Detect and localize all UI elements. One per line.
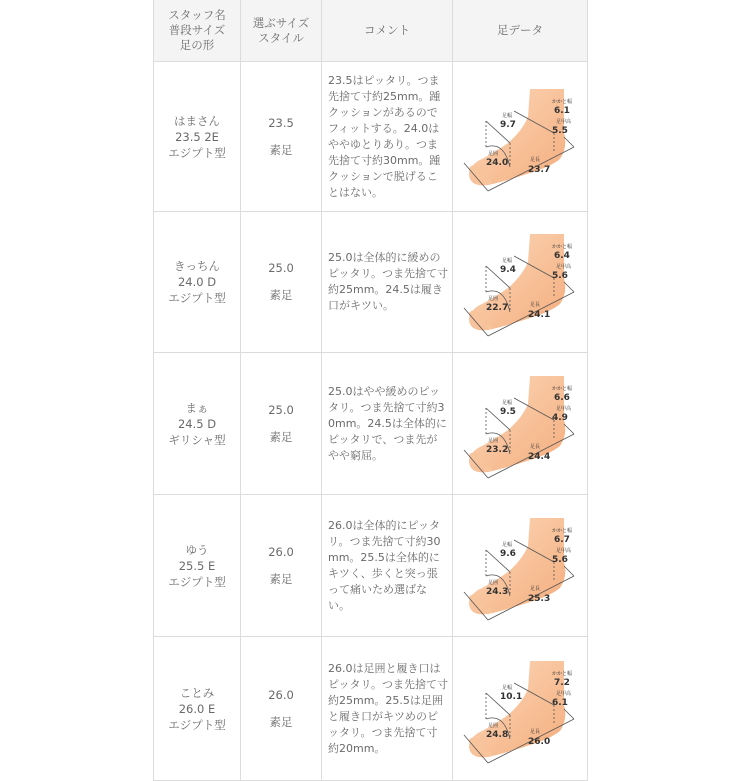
style: 素足 [269, 714, 293, 729]
svg-text:足囲: 足囲 [488, 150, 499, 157]
header-staff [154, 0, 241, 62]
svg-text:足長: 足長 [530, 443, 541, 450]
comment-cell [322, 62, 453, 212]
header-comment [322, 0, 453, 62]
svg-text:足囲: 足囲 [488, 296, 499, 302]
svg-text:24.0: 24.0 [486, 157, 509, 168]
table-row [154, 637, 588, 781]
header-row [154, 0, 588, 62]
svg-text:5.6: 5.6 [552, 271, 568, 281]
foot-diagram-icon [460, 81, 580, 193]
usual-size: 24.5 D [177, 416, 217, 431]
header-line: スタッフ名 [168, 8, 226, 22]
staff-cell [154, 62, 241, 212]
svg-text:足甲高: 足甲高 [556, 405, 572, 412]
svg-text:24.4: 24.4 [528, 451, 551, 462]
style: 素足 [269, 142, 293, 157]
svg-text:足幅: 足幅 [502, 399, 513, 406]
foot-diagram-icon [460, 653, 580, 765]
usual-size: 23.5 2E [175, 129, 219, 144]
comment-cell [322, 495, 453, 637]
header-foot-data [453, 0, 588, 62]
svg-text:6.6: 6.6 [554, 392, 570, 403]
svg-text:24.8: 24.8 [486, 729, 509, 740]
chosen-size: 23.5 [268, 115, 294, 130]
svg-text:かかと幅: かかと幅 [552, 670, 573, 677]
comment-text: 25.0はやや緩めのピッタリ。つま先捨て寸約30mm。24.5は全体的にピッタリで、つま先がやや窮屈。 [328, 384, 447, 462]
svg-text:23.7: 23.7 [528, 164, 551, 175]
staff-name: ことみ [179, 685, 215, 700]
foot-shape: エジプト型 [168, 145, 226, 160]
foot-shape: エジプト型 [168, 717, 226, 732]
size-style-cell [241, 495, 322, 637]
svg-text:24.1: 24.1 [528, 310, 551, 320]
comment-text: 26.0は全体的にピッタリ。つま先捨て寸約30mm。25.5は全体的にキツく、歩くと突っ張って痛いため選ばない。 [328, 518, 441, 612]
svg-text:24.3: 24.3 [486, 586, 509, 597]
header-line: 普段サイズ [168, 23, 226, 37]
foot-shape: エジプト型 [168, 291, 226, 305]
foot-diagram-icon [460, 368, 580, 480]
table-row [154, 212, 588, 353]
svg-text:足甲高: 足甲高 [556, 690, 572, 697]
svg-text:9.6: 9.6 [500, 548, 516, 559]
svg-text:7.2: 7.2 [554, 677, 570, 688]
svg-text:6.7: 6.7 [554, 534, 570, 545]
svg-text:足甲高: 足甲高 [556, 264, 572, 270]
comment-cell [322, 353, 453, 495]
header-line: コメント [364, 23, 410, 37]
svg-text:9.7: 9.7 [500, 119, 516, 130]
staff-name: きっちん [174, 259, 220, 273]
size-style-cell [241, 62, 322, 212]
svg-text:足長: 足長 [530, 728, 541, 735]
staff-name: まぁ [185, 400, 209, 415]
header-line: スタイル [258, 30, 304, 45]
svg-text:足囲: 足囲 [488, 437, 499, 444]
svg-text:足幅: 足幅 [502, 541, 513, 548]
svg-text:6.1: 6.1 [554, 105, 570, 116]
size-style-cell [241, 353, 322, 495]
svg-text:9.4: 9.4 [500, 265, 516, 275]
foot-diagram-icon [460, 226, 580, 338]
svg-text:25.3: 25.3 [528, 593, 551, 604]
staff-cell [154, 495, 241, 637]
svg-text:かかと幅: かかと幅 [552, 527, 573, 534]
foot-data-cell [453, 353, 588, 495]
chosen-size: 26.0 [268, 687, 294, 702]
foot-shape: ギリシャ型 [168, 432, 226, 447]
comment-cell [322, 212, 453, 353]
svg-text:足長: 足長 [530, 156, 541, 163]
usual-size: 24.0 D [177, 275, 217, 289]
svg-text:かかと幅: かかと幅 [552, 385, 573, 392]
table-row [154, 353, 588, 495]
svg-text:6.4: 6.4 [554, 251, 570, 261]
chosen-size: 25.0 [268, 261, 294, 275]
staff-cell [154, 353, 241, 495]
header-line: 選ぶサイズ [252, 15, 310, 30]
svg-text:23.2: 23.2 [486, 444, 509, 455]
foot-shape: エジプト型 [168, 574, 226, 589]
header-line: 足データ [497, 23, 543, 37]
svg-text:10.1: 10.1 [500, 691, 523, 702]
staff-name: ゆう [185, 542, 209, 557]
svg-text:5.5: 5.5 [552, 125, 568, 136]
svg-text:22.7: 22.7 [486, 303, 509, 313]
foot-data-cell [453, 637, 588, 781]
foot-diagram-icon [460, 510, 580, 622]
svg-text:かかと幅: かかと幅 [552, 98, 573, 105]
svg-text:足幅: 足幅 [502, 258, 513, 264]
table-row [154, 495, 588, 637]
svg-text:5.6: 5.6 [552, 554, 568, 565]
chosen-size: 26.0 [268, 544, 294, 559]
chosen-size: 25.0 [268, 402, 294, 417]
staff-cell [154, 637, 241, 781]
staff-cell [154, 212, 241, 353]
svg-text:足甲高: 足甲高 [556, 118, 572, 125]
style: 素足 [269, 571, 293, 586]
size-style-cell [241, 212, 322, 353]
usual-size: 25.5 E [178, 558, 216, 573]
staff-fitting-table [153, 0, 588, 781]
comment-text: 25.0は全体的に緩めのピッタリ。つま先捨て寸約25mm。24.5は履き口がキツい。 [328, 251, 449, 312]
foot-data-cell [453, 212, 588, 353]
svg-text:足長: 足長 [530, 302, 541, 308]
style: 素足 [269, 429, 293, 444]
svg-text:足囲: 足囲 [488, 579, 499, 586]
foot-data-cell [453, 62, 588, 212]
svg-text:足甲高: 足甲高 [556, 547, 572, 554]
header-line: 足の形 [179, 38, 215, 52]
svg-text:足幅: 足幅 [502, 684, 513, 691]
svg-text:6.1: 6.1 [552, 697, 568, 708]
svg-text:4.9: 4.9 [552, 412, 568, 423]
staff-name: はまさん [174, 113, 220, 128]
table-row [154, 62, 588, 212]
comment-cell [322, 637, 453, 781]
svg-text:9.5: 9.5 [500, 406, 516, 417]
svg-text:足囲: 足囲 [488, 722, 499, 729]
size-style-cell [241, 637, 322, 781]
foot-data-cell [453, 495, 588, 637]
usual-size: 26.0 E [178, 701, 216, 716]
svg-text:足幅: 足幅 [502, 112, 513, 119]
svg-text:かかと幅: かかと幅 [552, 244, 573, 250]
comment-text: 23.5はピッタリ。つま先捨て寸約25mm。踵クッションがあるのでフィットする。24.0はややゆとりあり。つま先捨て寸約30mm。踵クッションで脱げることはない。 [328, 73, 441, 199]
comment-text: 26.0は足囲と履き口はピッタリ。つま先捨て寸約25mm。25.5は足囲と履き口がキツめのピッタリ。つま先捨て寸約20mm。 [328, 661, 449, 755]
svg-text:足長: 足長 [530, 585, 541, 592]
header-size-style [241, 0, 322, 62]
style: 素足 [269, 288, 293, 302]
svg-text:26.0: 26.0 [528, 736, 551, 747]
